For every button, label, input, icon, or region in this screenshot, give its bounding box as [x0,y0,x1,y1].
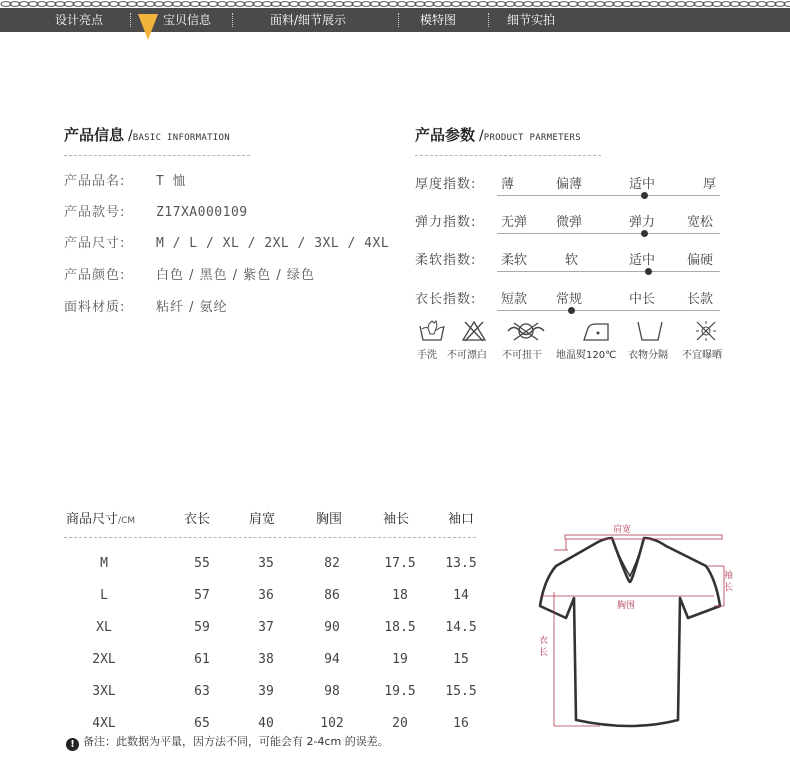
sleeve-length-label: 袖长 [724,571,734,593]
shoulder-cell: 36 [258,588,274,603]
cuff-cell: 13.5 [445,556,477,571]
low-iron-icon [580,320,612,342]
info-label: 产品品名: [64,174,126,189]
scale-option: 偏薄 [556,177,583,192]
size-cell: 2XL [92,652,116,667]
chest-label: 胸围 [617,601,636,611]
no-sun-icon [692,320,720,342]
sleeve-cell: 19 [392,652,408,667]
heading-slash: / [479,128,484,144]
info-value: T 恤 [156,174,187,189]
length-indicator [568,307,575,314]
scale-line [497,233,720,234]
chest-cell: 94 [324,652,340,667]
tab-divider [488,13,489,27]
cuff-cell: 15 [453,652,469,667]
size-cell: M [100,556,108,571]
measurement-note [66,733,389,751]
tab-divider [398,13,399,27]
product-params-heading [415,124,581,145]
scale-option: 厚 [703,177,717,192]
size-column-header [66,508,135,527]
decorative-chain-border [0,0,790,8]
chest-cell: 86 [324,588,340,603]
care-label: 不宜曝晒 [682,350,722,361]
scale-option: 常规 [556,292,583,307]
info-value: Z17XA000109 [156,205,248,220]
length-column-header: 衣长 [184,512,211,527]
scale-line [497,310,720,311]
cuff-cell: 14 [453,588,469,603]
tshirt-outline [540,538,720,726]
product-info-heading [64,124,230,145]
table-divider [64,537,476,538]
divider [415,155,601,156]
care-label: 地温熨120℃ [556,350,617,361]
product-info-subtitle: BASIC INFORMATION [132,133,230,143]
shoulder-cell: 37 [258,620,274,635]
cuff-cell: 15.5 [445,684,477,699]
shoulder-cell: 38 [258,652,274,667]
shoulder-column-header: 肩宽 [249,512,276,527]
scale-line [497,271,720,272]
scale-option: 中长 [629,292,656,307]
scale-option: 柔软 [501,253,528,268]
hand-wash-icon [418,320,446,342]
care-label: 手洗 [417,350,437,361]
size-cell: XL [96,620,112,635]
length-cell: 61 [194,652,210,667]
cuff-cell: 14.5 [445,620,477,635]
scale-line [497,195,720,196]
info-row-sizes [64,232,389,251]
tab-detail-photos[interactable]: 细节实拍 [507,13,556,27]
product-info-title: 产品信息 [64,126,125,144]
shoulder-cell: 39 [258,684,274,699]
sleeve-cell: 18 [392,588,408,603]
wash-separately-icon [636,320,664,342]
sleeve-cell: 18.5 [384,620,416,635]
size-cell: L [100,588,108,603]
length-cell: 55 [194,556,210,571]
scale-option: 软 [565,253,579,268]
info-value: M / L / XL / 2XL / 3XL / 4XL [156,236,390,251]
size-cell: 3XL [92,684,116,699]
tab-model-photos[interactable]: 模特图 [420,13,457,27]
sleeve-cell: 20 [392,716,408,731]
care-label: 不可漂白 [447,350,487,361]
elasticity-label: 弹力指数: [415,215,477,230]
length-cell: 57 [194,588,210,603]
scale-option: 宽松 [687,215,714,230]
info-label: 产品尺寸: [64,236,126,251]
scale-option: 短款 [501,292,528,307]
info-row-material [64,296,228,315]
tab-product-info[interactable]: 宝贝信息 [163,13,212,27]
tab-divider [232,13,233,27]
thickness-label: 厚度指数: [415,177,477,192]
cuff-cell: 16 [453,716,469,731]
tab-design-highlights[interactable]: 设计亮点 [55,13,104,27]
scale-option: 适中 [629,177,656,192]
length-cell: 63 [194,684,210,699]
top-nav-bar [0,8,790,32]
sleeve-cell: 17.5 [384,556,416,571]
length-cell: 65 [194,716,210,731]
scale-option: 长款 [687,292,714,307]
header-text: 商品尺寸 [66,512,119,527]
cuff-column-header: 袖口 [448,512,475,527]
no-bleach-icon [460,320,488,342]
scale-option: 适中 [629,253,656,268]
divider [64,155,250,156]
shoulder-width-label: 肩宽 [613,525,632,535]
body-length-label: 衣长 [539,636,549,658]
shoulder-cell: 40 [258,716,274,731]
sleeve-cell: 19.5 [384,684,416,699]
info-row-name [64,170,186,189]
chest-cell: 82 [324,556,340,571]
chest-column-header: 胸围 [316,512,343,527]
info-label: 面料材质: [64,300,126,315]
info-row-style-number [64,201,248,220]
info-value: 粘纤 / 氨纶 [156,300,228,315]
heading-slash: / [128,128,133,144]
warning-icon: ! [66,738,79,751]
chest-cell: 90 [324,620,340,635]
size-cell: 4XL [92,716,116,731]
scale-option: 弹力 [629,215,656,230]
care-label: 不可扭干 [502,350,542,361]
scale-option: 微弹 [556,215,583,230]
active-tab-marker-icon [136,8,160,41]
care-label: 衣物分隔 [628,350,668,361]
softness-indicator [645,268,652,275]
scale-option: 偏硬 [687,253,714,268]
elasticity-indicator [641,230,648,237]
header-unit: CM [121,516,136,526]
scale-option: 无弹 [501,215,528,230]
product-params-title: 产品参数 [415,126,476,144]
info-label: 产品颜色: [64,268,126,283]
thickness-indicator [641,192,648,199]
note-text: 备注：此数据为平量，因方法不同，可能会有 2-4cm 的误差。 [83,735,389,748]
product-params-subtitle: PRODUCT PARMETERS [483,133,581,143]
length-cell: 59 [194,620,210,635]
tshirt-measurement-diagram [528,520,728,740]
chest-cell: 102 [320,716,344,731]
tab-divider [130,13,131,27]
chest-cell: 98 [324,684,340,699]
info-label: 产品款号: [64,205,126,220]
sleeve-column-header: 袖长 [383,512,410,527]
shoulder-cell: 35 [258,556,274,571]
length-label: 衣长指数: [415,292,477,307]
tab-fabric-details[interactable]: 面料/细节展示 [270,13,347,27]
no-wring-icon [506,320,546,342]
softness-label: 柔软指数: [415,253,477,268]
info-value: 白色 / 黑色 / 紫色 / 绿色 [156,268,315,283]
scale-option: 薄 [501,177,515,192]
header-unit: / [118,516,122,526]
info-row-colors [64,264,315,283]
